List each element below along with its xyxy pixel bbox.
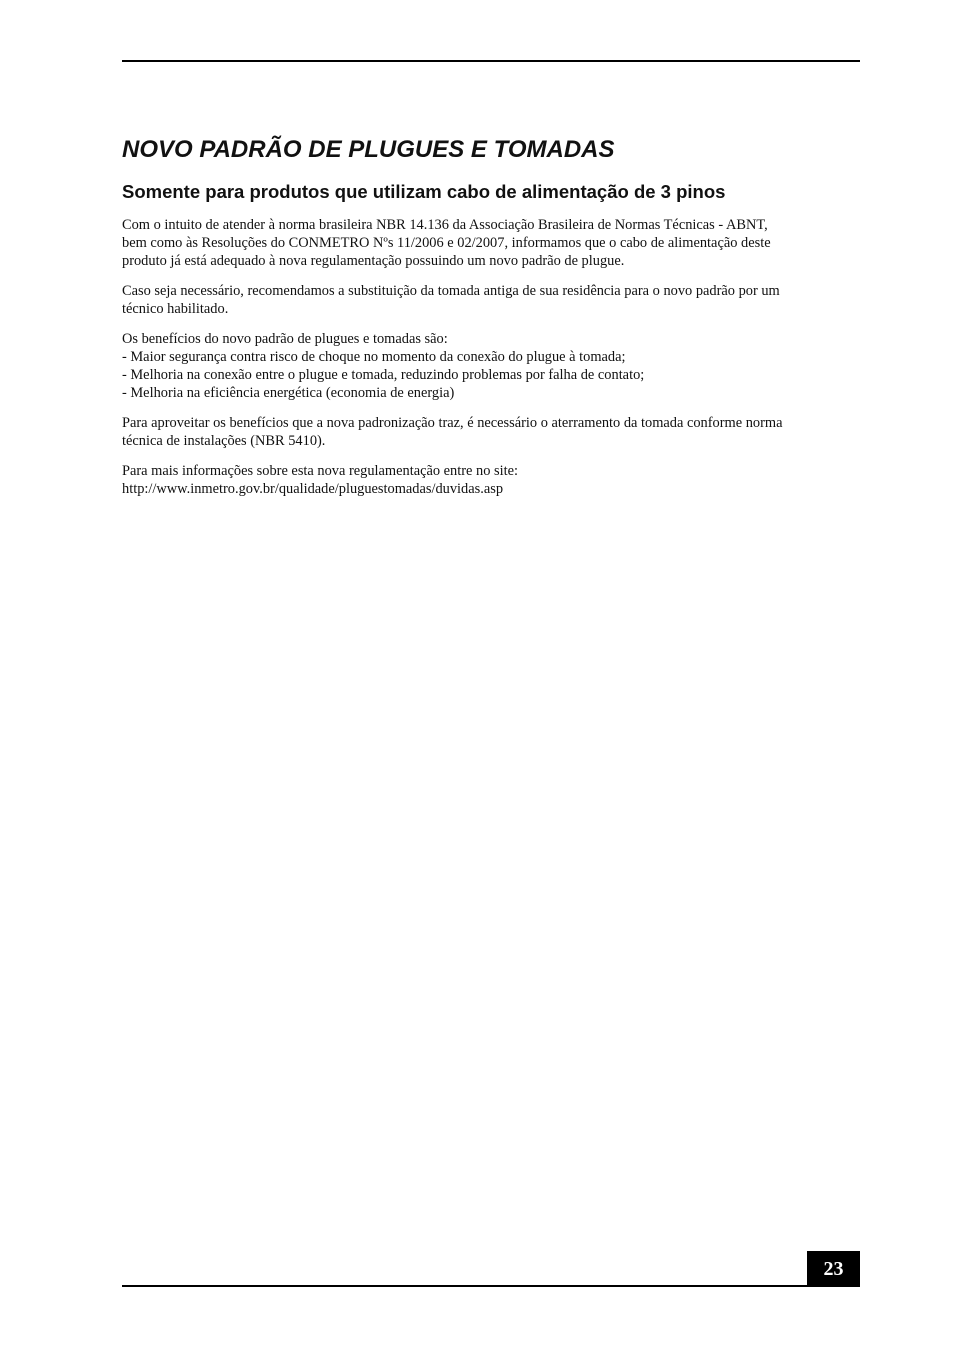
paragraph-line: bem como às Resoluções do CONMETRO Nºs 11/2006 e 02/2007, informamos que o cabo de alimentação deste bbox=[122, 235, 771, 251]
paragraph-grounding bbox=[122, 414, 860, 450]
page-number-badge: 23 bbox=[807, 1251, 860, 1287]
paragraph-line: Com o intuito de atender à norma brasileira NBR 14.136 da Associação Brasileira de Normas Técnicas - ABNT, bbox=[122, 217, 768, 233]
benefit-item: - Melhoria na eficiência energética (economia de energia) bbox=[122, 385, 455, 401]
benefits-intro: Os benefícios do novo padrão de plugues e tomadas são: bbox=[122, 331, 448, 347]
paragraph-benefits bbox=[122, 330, 860, 402]
header-rule bbox=[122, 60, 860, 62]
page-subtitle: Somente para produtos que utilizam cabo de alimentação de 3 pinos bbox=[122, 181, 726, 202]
paragraph-line: Para aproveitar os benefícios que a nova padronização traz, é necessário o aterramento da tomada conforme norma bbox=[122, 415, 783, 431]
page-content bbox=[122, 134, 860, 498]
paragraph-line: produto já está adequado à nova regulamentação possuindo um novo padrão de plugue. bbox=[122, 253, 625, 269]
page-title: NOVO PADRÃO DE PLUGUES E TOMADAS bbox=[122, 136, 615, 163]
benefit-item: - Maior segurança contra risco de choque no momento da conexão do plugue à tomada; bbox=[122, 349, 626, 365]
paragraph-line: Caso seja necessário, recomendamos a substituição da tomada antiga de sua residência para o novo padrão por um bbox=[122, 283, 780, 299]
paragraph-outlet-replacement bbox=[122, 282, 860, 318]
benefit-item: - Melhoria na conexão entre o plugue e tomada, reduzindo problemas por falha de contato; bbox=[122, 367, 645, 383]
paragraph-abnt-compliance bbox=[122, 216, 860, 270]
paragraph-line: Para mais informações sobre esta nova regulamentação entre no site: bbox=[122, 463, 518, 479]
paragraph-line: técnica de instalações (NBR 5410). bbox=[122, 433, 326, 449]
paragraph-line: técnico habilitado. bbox=[122, 301, 229, 317]
paragraph-more-info bbox=[122, 462, 860, 498]
footer-rule bbox=[122, 1285, 860, 1287]
inmetro-url: http://www.inmetro.gov.br/qualidade/pluguestomadas/duvidas.asp bbox=[122, 481, 504, 497]
